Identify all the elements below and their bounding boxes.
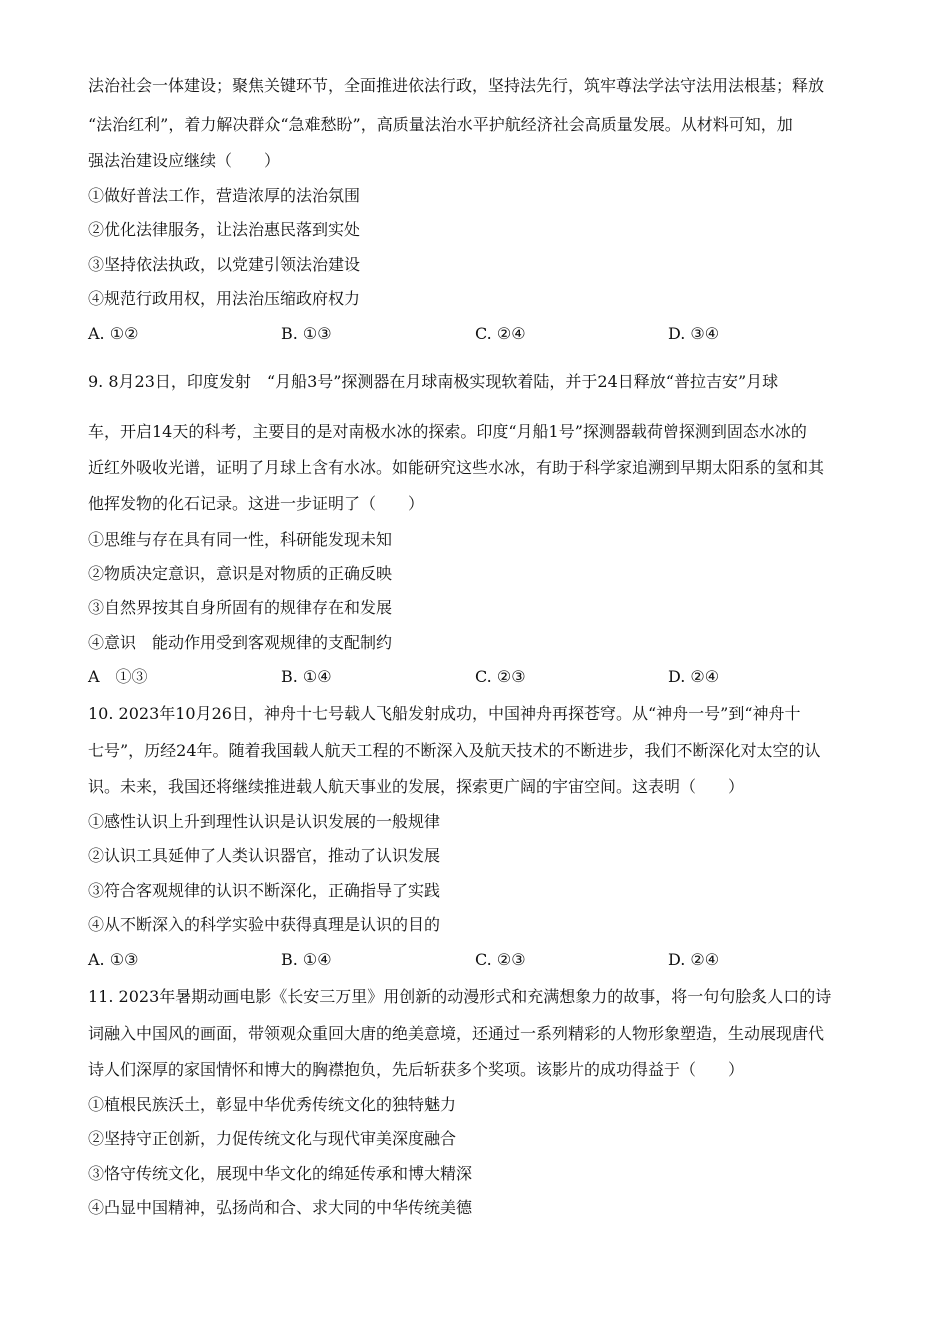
q9-option-b: B. ①④: [281, 667, 332, 686]
q9-stem-line-4: 他挥发物的化石记录。这进一步证明了（ ）: [88, 494, 425, 513]
q10-stem-line-1: 10. 2023年10月26日，神舟十七号载人飞船发射成功，中国神舟再探苍穹。从“神舟一号”到“神舟十: [88, 704, 801, 723]
q9-item-2: ②物质决定意识，意识是对物质的正确反映: [88, 564, 393, 583]
q10-item-2: ②认识工具延伸了人类认识器官，推动了认识发展: [88, 846, 441, 865]
q10-item-4: ④从不断深入的科学实验中获得真理是认识的目的: [88, 915, 441, 934]
q9-option-c: C. ②③: [475, 667, 526, 686]
q8-stem-line-3: 强法治建设应继续（ ）: [88, 151, 281, 170]
q9-stem-line-3: 近红外吸收光谱，证明了月球上含有水冰。如能研究这些水冰，有助于科学家追溯到早期太阳系的氢和其: [88, 458, 825, 477]
q8-stem-line-1: 法治社会一体建设；聚焦关键环节，全面推进依法行政，坚持法先行，筑牢尊法学法守法用法根基；释放: [88, 76, 825, 95]
q8-item-4: ④规范行政用权，用法治压缩政府权力: [88, 289, 361, 308]
q8-option-a: A. ①②: [88, 324, 139, 343]
q9-options: [0, 667, 950, 687]
q9-option-d: D. ②④: [668, 667, 720, 686]
q9-item-4: ④意识 能动作用受到客观规律的支配制约: [88, 633, 393, 652]
q10-option-d: D. ②④: [668, 950, 720, 969]
q8-option-c: C. ②④: [475, 324, 526, 343]
q9-stem-line-2: 车，开启14天的科考，主要目的是对南极水冰的探索。印度“月船1号”探测器载荷曾探测到固态水冰的: [88, 422, 807, 441]
q10-stem-line-2: 七号”，历经24年。随着我国载人航天工程的不断深入及航天技术的不断进步，我们不断深化对太空的认: [88, 741, 821, 760]
q8-option-d: D. ③④: [668, 324, 720, 343]
q8-options: [0, 324, 950, 344]
q10-options: [0, 950, 950, 970]
q8-option-b: B. ①③: [281, 324, 332, 343]
q10-option-b: B. ①④: [281, 950, 332, 969]
q9-option-a: A ①③: [88, 667, 148, 686]
q10-option-a: A. ①③: [88, 950, 139, 969]
q8-stem-line-2: “法治红利”，着力解决群众“急难愁盼”，高质量法治水平护航经济社会高质量发展。从材料可知，加: [88, 115, 793, 134]
q8-item-3: ③坚持依法执政，以党建引领法治建设: [88, 255, 361, 274]
q11-stem-line-3: 诗人们深厚的家国情怀和博大的胸襟抱负，先后斩获多个奖项。该影片的成功得益于（ ）: [88, 1060, 745, 1079]
q11-stem-line-1: 11. 2023年暑期动画电影《长安三万里》用创新的动漫形式和充满想象力的故事，将一句句脍炙人口的诗: [88, 987, 832, 1006]
q10-option-c: C. ②③: [475, 950, 526, 969]
q8-item-2: ②优化法律服务，让法治惠民落到实处: [88, 220, 361, 239]
q11-item-1: ①植根民族沃土，彰显中华优秀传统文化的独特魅力: [88, 1095, 457, 1114]
q11-item-2: ②坚持守正创新，力促传统文化与现代审美深度融合: [88, 1129, 457, 1148]
q10-stem-line-3: 识。未来，我国还将继续推进载人航天事业的发展，探索更广阔的宇宙空间。这表明（ ）: [88, 777, 745, 796]
q8-item-1: ①做好普法工作，营造浓厚的法治氛围: [88, 186, 361, 205]
q10-item-1: ①感性认识上升到理性认识是认识发展的一般规律: [88, 812, 441, 831]
q9-stem-line-1: 9. 8月23日，印度发射 “月船3号”探测器在月球南极实现软着陆，并于24日释放“普拉吉安”月球: [88, 372, 779, 391]
q11-item-4: ④凸显中国精神，弘扬尚和合、求大同的中华传统美德: [88, 1198, 473, 1217]
q9-item-1: ①思维与存在具有同一性，科研能发现未知: [88, 530, 393, 549]
q11-item-3: ③恪守传统文化，展现中华文化的绵延传承和博大精深: [88, 1164, 473, 1183]
q11-stem-line-2: 词融入中国风的画面，带领观众重回大唐的绝美意境，还通过一系列精彩的人物形象塑造，生动展现唐代: [88, 1024, 825, 1043]
q10-item-3: ③符合客观规律的认识不断深化，正确指导了实践: [88, 881, 441, 900]
q9-item-3: ③自然界按其自身所固有的规律存在和发展: [88, 598, 393, 617]
